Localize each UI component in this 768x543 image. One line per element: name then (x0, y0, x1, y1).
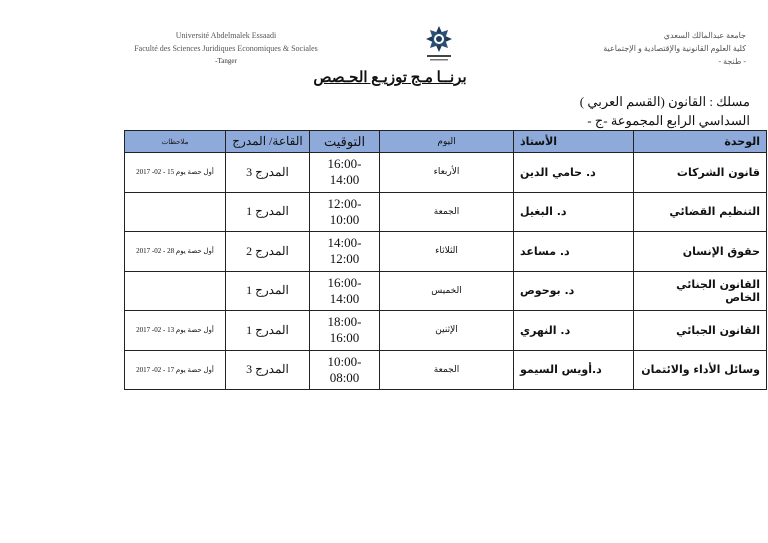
cell-unit: حقوق الإنسان (634, 232, 767, 272)
col-header-notes: ملاحظات (125, 131, 226, 153)
cell-room: المدرج 2 (226, 232, 310, 272)
faculty-name-ar: كلية العلوم القانونية والإقتصادية و الإجتماعية (603, 44, 746, 53)
cell-room: المدرج 3 (226, 153, 310, 193)
cell-day: الإثنين (380, 311, 514, 351)
faculty-name-fr: Faculté des Sciences Juridiques Economiques & Sociales (134, 44, 318, 53)
cell-day: الأربعاء (380, 153, 514, 193)
col-header-day: اليوم (380, 131, 514, 153)
cell-notes (125, 271, 226, 311)
cell-unit: وسائل الأداء والائتمان (634, 350, 767, 390)
table-row (125, 232, 767, 272)
cell-notes: أول حصة يوم 17 - 02- 2017 (125, 350, 226, 390)
cell-professor: د.أويس السيمو (514, 350, 634, 390)
city-ar: - طنجة - (718, 57, 746, 66)
table-row (125, 192, 767, 232)
cell-room: المدرج 1 (226, 192, 310, 232)
cell-time: 10:00-08:00 (310, 350, 380, 390)
col-header-room: القاعة/ المدرج (226, 131, 310, 153)
cell-notes: أول حصة يوم 15 - 02- 2017 (125, 153, 226, 193)
cell-unit: القانون الجنائي الخاص (634, 271, 767, 311)
university-name-ar: جامعة عبدالمالك السعدي (663, 31, 746, 40)
table-row (125, 350, 767, 390)
header-french (118, 29, 334, 68)
program-line: مسلك : القانون (القسم العربي ) (579, 94, 750, 109)
header-arabic (536, 29, 746, 68)
document-title: برنــا مـج توزيـع الحـصص (313, 70, 467, 86)
cell-professor: د. بوحوص (514, 271, 634, 311)
cell-notes (125, 192, 226, 232)
table-row (125, 271, 767, 311)
semester-line: السداسي الرابع المجموعة -ج - (587, 113, 750, 128)
cell-notes: أول حصة يوم 13 - 02- 2017 (125, 311, 226, 351)
cell-time: 12:00-10:00 (310, 192, 380, 232)
cell-professor: د. النهري (514, 311, 634, 351)
cell-room: المدرج 1 (226, 311, 310, 351)
table-row (125, 153, 767, 193)
cell-room: المدرج 3 (226, 350, 310, 390)
cell-time: 16:00-14:00 (310, 271, 380, 311)
table-row (125, 311, 767, 351)
city-fr: -Tanger (215, 57, 237, 65)
cell-day: الخميس (380, 271, 514, 311)
cell-unit: قانون الشركات (634, 153, 767, 193)
cell-room: المدرج 1 (226, 271, 310, 311)
col-header-professor: الأستاذ (514, 131, 634, 153)
cell-day: الجمعة (380, 192, 514, 232)
cell-time: 18:00-16:00 (310, 311, 380, 351)
university-emblem-icon (418, 24, 460, 62)
table-header-row (125, 131, 767, 153)
col-header-unit: الوحدة (634, 131, 767, 153)
cell-notes: أول حصة يوم 28 - 02- 2017 (125, 232, 226, 272)
schedule-table (124, 130, 767, 390)
col-header-time: التوقيت (310, 131, 380, 153)
cell-professor: د. حامي الدين (514, 153, 634, 193)
cell-unit: التنظيم القضائي (634, 192, 767, 232)
cell-professor: د. مساعد (514, 232, 634, 272)
cell-day: الجمعة (380, 350, 514, 390)
cell-unit: القانون الجبائي (634, 311, 767, 351)
cell-day: الثلاثاء (380, 232, 514, 272)
cell-time: 16:00-14:00 (310, 153, 380, 193)
cell-time: 14:00-12:00 (310, 232, 380, 272)
cell-professor: د. البغيل (514, 192, 634, 232)
university-name-fr: Université Abdelmalek Essaadi (175, 31, 277, 40)
